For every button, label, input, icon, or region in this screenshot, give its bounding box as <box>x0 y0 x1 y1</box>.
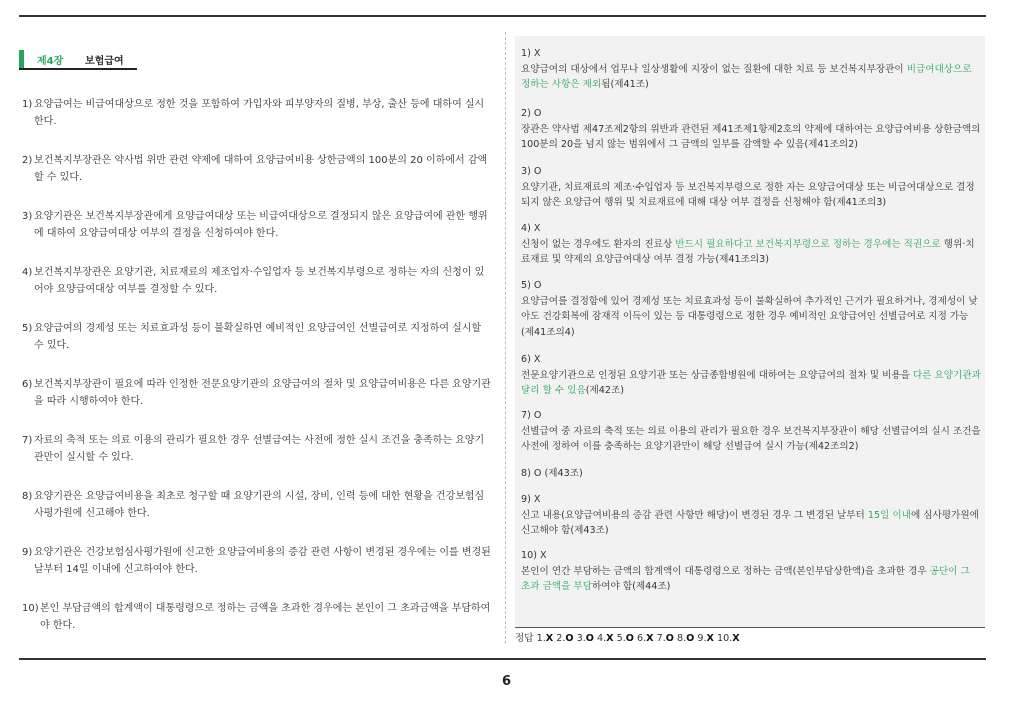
question-number: 9) <box>22 547 33 558</box>
answer-verdict: 2) O <box>521 108 542 119</box>
answer-verdict: 10) X <box>521 550 547 561</box>
answer-key-label: 정답 <box>515 633 534 644</box>
question-text: 요양급여의 경제성 또는 치료효과성 등이 불확실하면 예비적인 요양급여인 선별급여로 지정하여 실시할 수 있다. <box>34 323 482 351</box>
question-item <box>22 600 492 634</box>
page-number: 6 <box>501 674 512 689</box>
question-number: 5) <box>22 323 33 334</box>
answer-item <box>521 106 981 153</box>
question-text: 본인 부담금액의 합계액이 대통령령으로 정하는 금액을 초과한 경우에는 본인이 그 초과금액을 부담하여야 한다. <box>40 603 491 631</box>
answer-verdict: 5) O <box>521 280 542 291</box>
chapter-marker <box>19 50 24 68</box>
answer-explanation: 요양급여의 대상에서 업무나 일상생활에 지장이 없는 질환에 대한 치료 등 보건복지부장관이 비급여대상으로 정하는 사항은 제외됨(제41조) <box>521 63 972 90</box>
answer-explanation: 요양급여를 결정함에 있어 경제성 또는 치료효과성 등이 불확실하여 추가적인 근거가 필요하거나, 경제성이 낮아도 건강회복에 잠재적 이득이 있는 등 대통령령으로 정한 경우 예비적인 요양급여인 선별급여로 지정 가능(제41조의4) <box>521 295 978 338</box>
chapter-number: 제4장 <box>37 56 64 67</box>
answer-verdict: 4) X <box>521 223 541 234</box>
column-divider <box>505 32 506 644</box>
question-item <box>22 488 492 522</box>
answer-explanation: 전문요양기관으로 인정된 요양기관 또는 상급종합병원에 대하여는 요양급여의 절차 및 비용을 다른 요양기관과 달리 할 수 있음(제42조) <box>521 369 981 396</box>
answer-explanation: 선별급여 중 자료의 축적 또는 의료 이용의 관리가 필요한 경우 보건복지부장관이 해당 선별급여의 실시 조건을 사전에 정하여 이를 충족하는 요양기관만이 해당 선별급여 실시 가능(제42조의2) <box>521 425 981 452</box>
chapter-heading <box>19 50 137 70</box>
question-item <box>22 208 492 242</box>
question-number: 3) <box>22 211 33 222</box>
answer-explanation: 요양기관, 치료재료의 제조·수입업자 등 보건복지부령으로 정한 자는 요양급여대상 또는 비급여대상으로 결정되지 않은 요양급여 행위 및 치료재료에 대해 대상 여부 결정을 신청해야 함(제41조의3) <box>521 181 975 208</box>
answer-item <box>521 352 981 399</box>
question-item <box>22 264 492 298</box>
answer-item <box>521 164 981 211</box>
question-number: 7) <box>22 435 33 446</box>
answer-explanation: 장관은 약사법 제47조제2항의 위반과 관련된 제41조제1항제2호의 약제에 대하여는 요양급여비용 상한금액의 100분의 20을 넘지 않는 범위에서 그 금액의 일부를 감액할 수 있음(제41조의2) <box>521 123 981 150</box>
answer-verdict: 7) O <box>521 410 542 421</box>
question-number: 10) <box>22 603 39 614</box>
question-text: 요양급여는 비급여대상으로 정한 것을 포함하여 가입자와 피부양자의 질병, 부상, 출산 등에 대하여 실시한다. <box>34 99 485 127</box>
answer-item <box>521 221 981 268</box>
answer-item <box>521 492 981 539</box>
answer-explanation: 신청이 없는 경우에도 환자의 진료상 반드시 필요하다고 보건복지부령으로 정하는 경우에는 직권으로 행위·치료재료 및 약제의 요양급여대상 여부 결정 가능(제41조의3) <box>521 238 975 265</box>
question-text: 보건복지부장관이 필요에 따라 인정한 전문요양기관의 요양급여의 절차 및 요양급여비용은 다른 요양기관을 따라 시행하여야 한다. <box>34 379 491 407</box>
answer-item <box>521 46 981 93</box>
question-item <box>22 152 492 186</box>
question-item <box>22 376 492 410</box>
question-number: 2) <box>22 155 33 166</box>
question-number: 1) <box>22 99 33 110</box>
top-rule <box>19 15 986 17</box>
chapter-title: 보험급여 <box>85 56 124 67</box>
answer-verdict: 6) X <box>521 354 541 365</box>
question-text: 요양기관은 요양급여비용을 최초로 청구할 때 요양기관의 시설, 장비, 인력 등에 대한 현황을 건강보험심사평가원에 신고해야 한다. <box>34 491 485 519</box>
answer-verdict: 9) X <box>521 494 541 505</box>
answer-explanation: 신고 내용(요양급여비용의 증감 관련 사항만 해당)이 변경된 경우 그 변경된 날부터 15일 이내에 심사평가원에 신고해야 함(제43조) <box>521 509 979 536</box>
answer-verdict: 8) O (제43조) <box>521 468 583 479</box>
answer-item <box>521 408 981 455</box>
answer-panel <box>515 36 985 627</box>
answer-item <box>521 548 981 595</box>
question-item <box>22 96 492 130</box>
answer-item <box>521 466 981 482</box>
answer-verdict: 3) O <box>521 166 542 177</box>
question-text: 보건복지부장관은 약사법 위반 관련 약제에 대하여 요양급여비용 상한금액의 100분의 20 이하에서 감액할 수 있다. <box>34 155 488 183</box>
question-text: 요양기관은 보건복지부장관에게 요양급여대상 또는 비급여대상으로 결정되지 않은 요양급여에 관한 행위에 대하여 요양급여대상 여부의 결정을 신청하여야 한다. <box>34 211 488 239</box>
answer-verdict: 1) X <box>521 48 541 59</box>
question-text: 보건복지부장관은 요양기관, 치료재료의 제조업자·수입업자 등 보건복지부령으로 정하는 자의 신청이 있어야 요양급여대상 여부를 결정할 수 있다. <box>34 267 485 295</box>
question-number: 4) <box>22 267 33 278</box>
question-item <box>22 544 492 578</box>
question-number: 6) <box>22 379 33 390</box>
answer-explanation: 본인이 연간 부담하는 금액의 합계액이 대통령령으로 정하는 금액(본인부담상한액)을 초과한 경우 공단이 그 초과 금액을 부담하여야 함(제44조) <box>521 565 970 592</box>
answer-key: 정답 1.X 2.O 3.O 4.X 5.O 6.X 7.O 8.O 9.X 10.X <box>515 633 740 644</box>
bottom-rule <box>19 658 986 660</box>
question-item <box>22 320 492 354</box>
question-item <box>22 432 492 466</box>
question-number: 8) <box>22 491 33 502</box>
question-text: 자료의 축적 또는 의료 이용의 관리가 필요한 경우 선별급여는 사전에 정한 실시 조건을 충족하는 요양기관만이 실시할 수 있다. <box>34 435 485 463</box>
question-text: 요양기관은 건강보험심사평가원에 신고한 요양급여비용의 증감 관련 사항이 변경된 경우에는 이를 변경된 날부터 14일 이내에 신고하여야 한다. <box>34 547 491 575</box>
answer-key-rule <box>515 627 985 628</box>
answer-item <box>521 278 981 340</box>
